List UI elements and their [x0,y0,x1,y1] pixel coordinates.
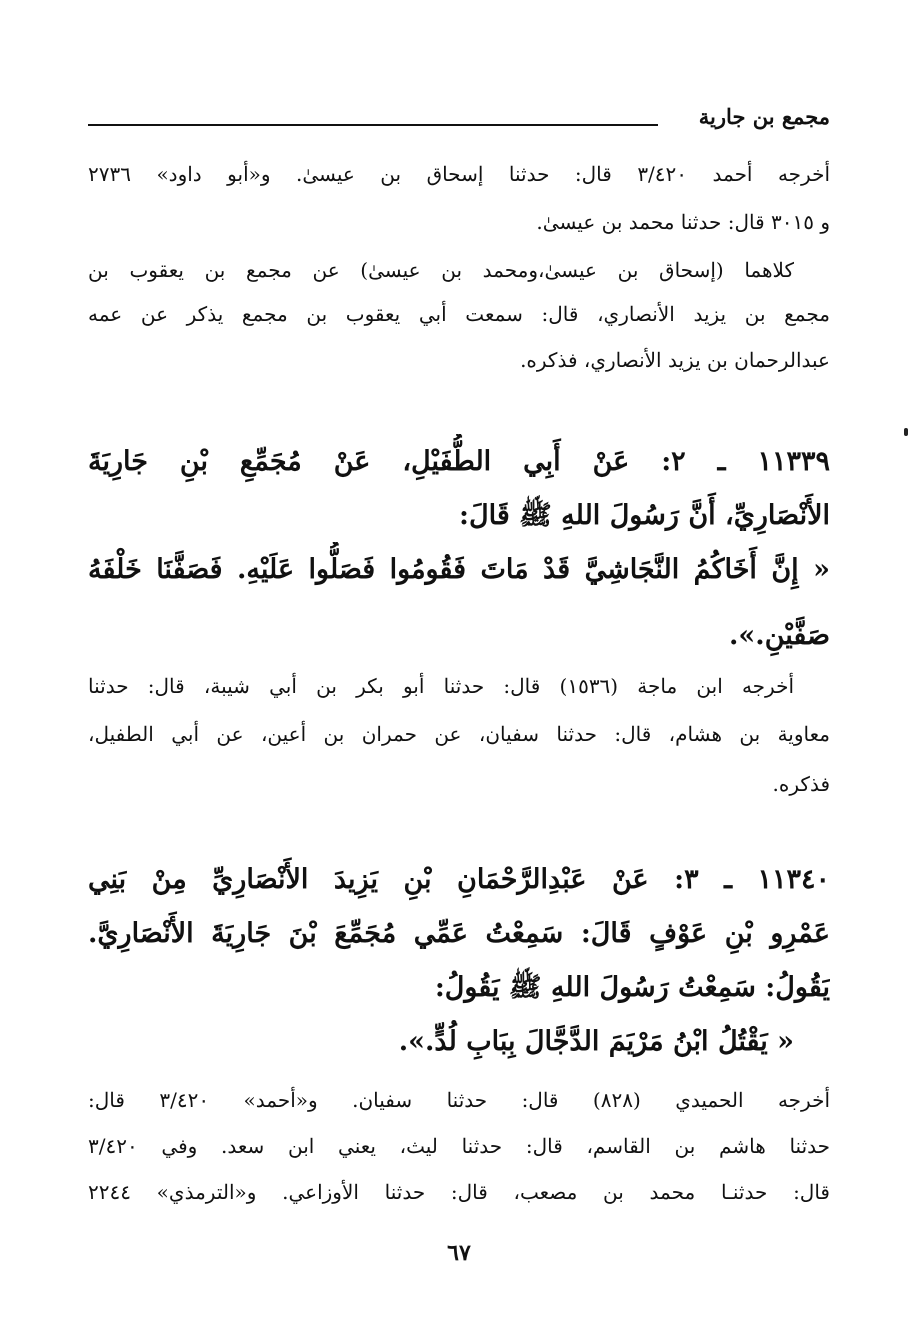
page-number: ٦٧ [447,1240,471,1266]
hadith-line: الأَنْصَارِيِّ، أَنَّ رَسُولَ اللهِ ﷺ قَالَ: [459,500,830,531]
note-line: فذكره. [772,772,830,796]
header-rule [88,124,658,126]
hadith-line: ١١٣٤٠ ـ ٣: عَنْ عَبْدِالرَّحْمَانِ بْنِ يَزِيدَ الأَنْصَارِيِّ مِنْ بَنِي [88,864,830,895]
hadith-line: صَفَّيْنِ.». [729,620,830,651]
note-line: مجمع بن يزيد الأنصاري، قال: سمعت أبي يعقوب بن مجمع يذكر عن عمه [88,302,830,326]
hadith-line: ١١٣٣٩ ـ ٢: عَنْ أَبِي الطُّفَيْلِ، عَنْ مُجَمِّعِ بْنِ جَارِيَةَ [88,446,830,477]
note-line: قال: حدثنـا محمد بن مصعب، قال: حدثنا الأوزاعي. و«الترمذي» ٢٢٤٤ [88,1180,830,1204]
hadith-line: « إِنَّ أَخَاكُمُ النَّجَاشِيَّ قَدْ مَاتَ فَقُومُوا فَصَلُّوا عَلَيْهِ. فَصَفَّنَا خَلْفَهُ [88,554,830,585]
running-title: مجمع بن جارية [698,104,830,129]
hadith-line: يَقُولُ: سَمِعْتُ رَسُولَ اللهِ ﷺ يَقُولُ: [434,972,830,1003]
hadith-line: « يَقْتُلُ ابْنُ مَرْيَمَ الدَّجَّالَ بِبَابِ لُدٍّ.». [398,1026,794,1057]
note-line: عبدالرحمان بن يزيد الأنصاري، فذكره. [520,348,830,372]
note-line: أخرجه ابن ماجة (١٥٣٦) قال: حدثنا أبو بكر بن أبي شيبة، قال: حدثنا [88,674,794,698]
note-line: معاوية بن هشام، قال: حدثنا سفيان، عن حمران بن أعين، عن أبي الطفيل، [88,722,830,746]
running-header [88,104,830,144]
note-line: أخرجه الحميدي (٨٢٨) قال: حدثنا سفيان. و«أحمد» ٣/٤٢٠ قال: [88,1088,830,1112]
note-line: حدثنا هاشم بن القاسم، قال: حدثنا ليث، يعني ابن سعد. وفي ٣/٤٢٠ [88,1134,830,1158]
hadith-line: عَمْرِو بْنِ عَوْفٍ قَالَ: سَمِعْتُ عَمِّي مُجَمِّعَ بْنَ جَارِيَةَ الأَنْصَارِيَّ. [88,918,830,949]
margin-mark [904,428,908,436]
note-line: و ٣٠١٥ قال: حدثنا محمد بن عيسىٰ. [536,210,830,234]
note-line: أخرجه أحمد ٣/٤٢٠ قال: حدثنا إسحاق بن عيسىٰ. و«أبو داود» ٢٧٣٦ [88,162,830,186]
note-line: كلاهما (إسحاق بن عيسىٰ،ومحمد بن عيسىٰ) عن مجمع بن يعقوب بن [88,258,794,282]
